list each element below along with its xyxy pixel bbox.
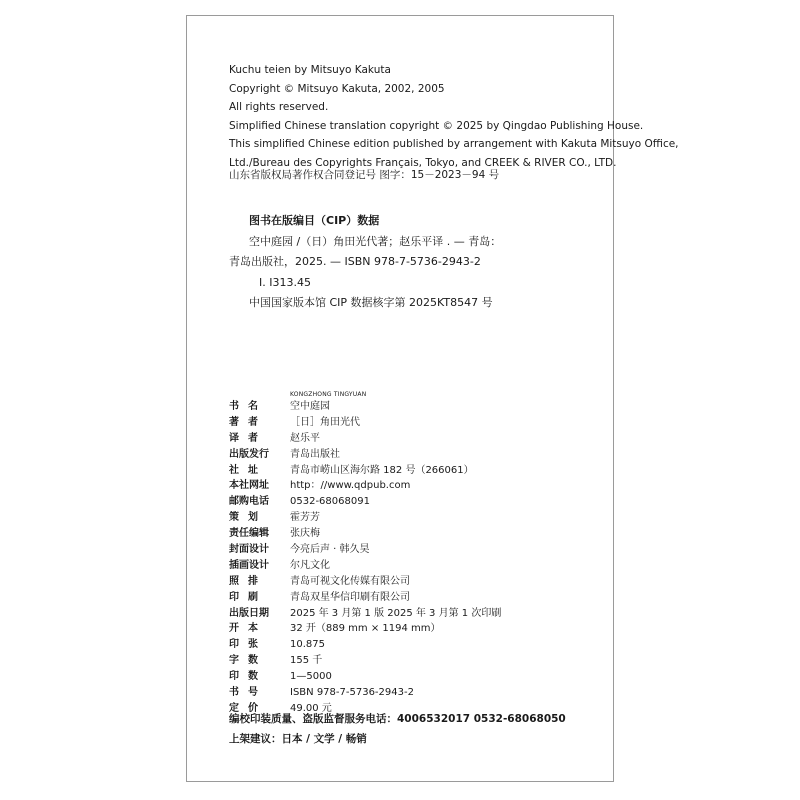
colophon-value: 32 开（889 mm × 1194 mm） [290, 623, 441, 635]
colophon-value: 49.00 元 [290, 702, 332, 714]
colophon-value: 赵乐平 [290, 432, 320, 444]
colophon-label: 书名 [229, 401, 267, 412]
cip-title: 图书在版编目（CIP）数据 [249, 214, 380, 227]
colophon-value: 155 千 [290, 655, 323, 667]
title-pinyin: KONGZHONG TINGYUAN [290, 391, 367, 398]
copyright-line: Simplified Chinese translation copyright © 2025 by Qingdao Publishing House. [229, 119, 644, 132]
colophon-label: 印张 [229, 639, 267, 651]
colophon-row [229, 606, 501, 622]
colophon-row [229, 415, 501, 431]
copyright-line: Kuchu teien by Mitsuyo Kakuta [229, 64, 391, 76]
colophon-label: 插画设计 [229, 559, 269, 571]
colophon-label: 印刷 [229, 591, 267, 603]
copyright-block [229, 61, 679, 173]
colophon-value: 2025 年 3 月第 1 版 2025 年 3 月第 1 次印刷 [290, 607, 502, 619]
colophon-value: 青岛市崂山区海尔路 182 号（266061） [290, 464, 474, 476]
copyright-line: All rights reserved. [229, 101, 329, 114]
colophon-value: http：//www.qdpub.com [290, 480, 411, 492]
colophon-row [229, 478, 501, 494]
copyright-line: This simplified Chinese edition published by arrangement with Kakuta Mitsuyo Office, [229, 138, 679, 151]
colophon-row [229, 463, 501, 479]
colophon-label: 出版日期 [229, 607, 269, 619]
colophon-value: 霍芳芳 [290, 512, 320, 524]
colophon-label: 照排 [229, 575, 267, 587]
colophon-label: 译者 [229, 432, 267, 444]
colophon-table [229, 399, 501, 717]
colophon-label: 本社网址 [229, 480, 269, 492]
colophon-label: 印数 [229, 671, 267, 683]
colophon-label: 策划 [229, 512, 267, 524]
colophon-row [229, 431, 501, 447]
colophon-value: 青岛可视文化传媒有限公司 [290, 575, 410, 587]
colophon-row [229, 558, 501, 574]
colophon-value: 空中庭园 [290, 401, 330, 412]
colophon-row [229, 621, 501, 637]
cip-line: Ⅰ. I313.45 [259, 275, 311, 289]
colophon-row [229, 574, 501, 590]
cip-line: 青岛出版社，2025. — ISBN 978-7-5736-2943-2 [229, 255, 481, 269]
colophon-row [229, 447, 501, 463]
colophon-row [229, 637, 501, 653]
copyright-line: Ltd./Bureau des Copyrights Français, Tokyo, and CREEK & RIVER CO., LTD. [229, 156, 617, 169]
colophon-value: 张庆梅 [290, 528, 320, 540]
colophon-value: 今亮后声 · 韩久昊 [290, 544, 370, 556]
shelving-suggestion: 上架建议：日本 / 文学 / 畅销 [229, 733, 367, 745]
colophon-row [229, 590, 501, 606]
colophon-value: ［日］角田光代 [290, 416, 360, 428]
colophon-value: 1—5000 [290, 671, 332, 683]
colophon-value: 青岛出版社 [290, 448, 340, 460]
colophon-label: 封面设计 [229, 544, 269, 556]
footer-block [229, 709, 566, 749]
colophon-row [229, 494, 501, 510]
colophon-value: 尔凡文化 [290, 559, 330, 571]
colophon-row [229, 669, 501, 685]
colophon-label: 开本 [229, 623, 267, 635]
colophon-value: 0532-68068091 [290, 496, 370, 508]
colophon-label: 邮购电话 [229, 496, 269, 508]
colophon-row [229, 526, 501, 542]
colophon-row [229, 542, 501, 558]
quality-hotline: 编校印装质量、盗版监督服务电话：4006532017 0532-68068050 [229, 713, 566, 725]
colophon-row [229, 653, 501, 669]
colophon-row [229, 399, 501, 415]
colophon-label: 社址 [229, 464, 267, 476]
cip-block [229, 211, 501, 314]
colophon-row [229, 510, 501, 526]
colophon-label: 书号 [229, 687, 267, 699]
colophon-value: ISBN 978-7-5736-2943-2 [290, 687, 414, 699]
colophon-value: 青岛双星华信印刷有限公司 [290, 591, 410, 603]
colophon-label: 责任编辑 [229, 528, 269, 540]
cip-line: 空中庭园 /（日）角田光代著；赵乐平译 . — 青岛： [249, 234, 502, 248]
colophon-label: 著者 [229, 416, 267, 428]
colophon-row [229, 685, 501, 701]
colophon-value: 10.875 [290, 639, 325, 651]
colophon-label: 定价 [229, 702, 267, 714]
cip-line: 中国国家版本馆 CIP 数据核字第 2025KT8547 号 [249, 296, 493, 310]
copyright-line: Copyright © Mitsuyo Kakuta, 2002, 2005 [229, 82, 445, 95]
colophon-label: 出版发行 [229, 448, 269, 460]
copyright-registration: 山东省版权局著作权合同登记号 图字：15－2023－94 号 [229, 169, 500, 181]
colophon-label: 字数 [229, 655, 267, 667]
